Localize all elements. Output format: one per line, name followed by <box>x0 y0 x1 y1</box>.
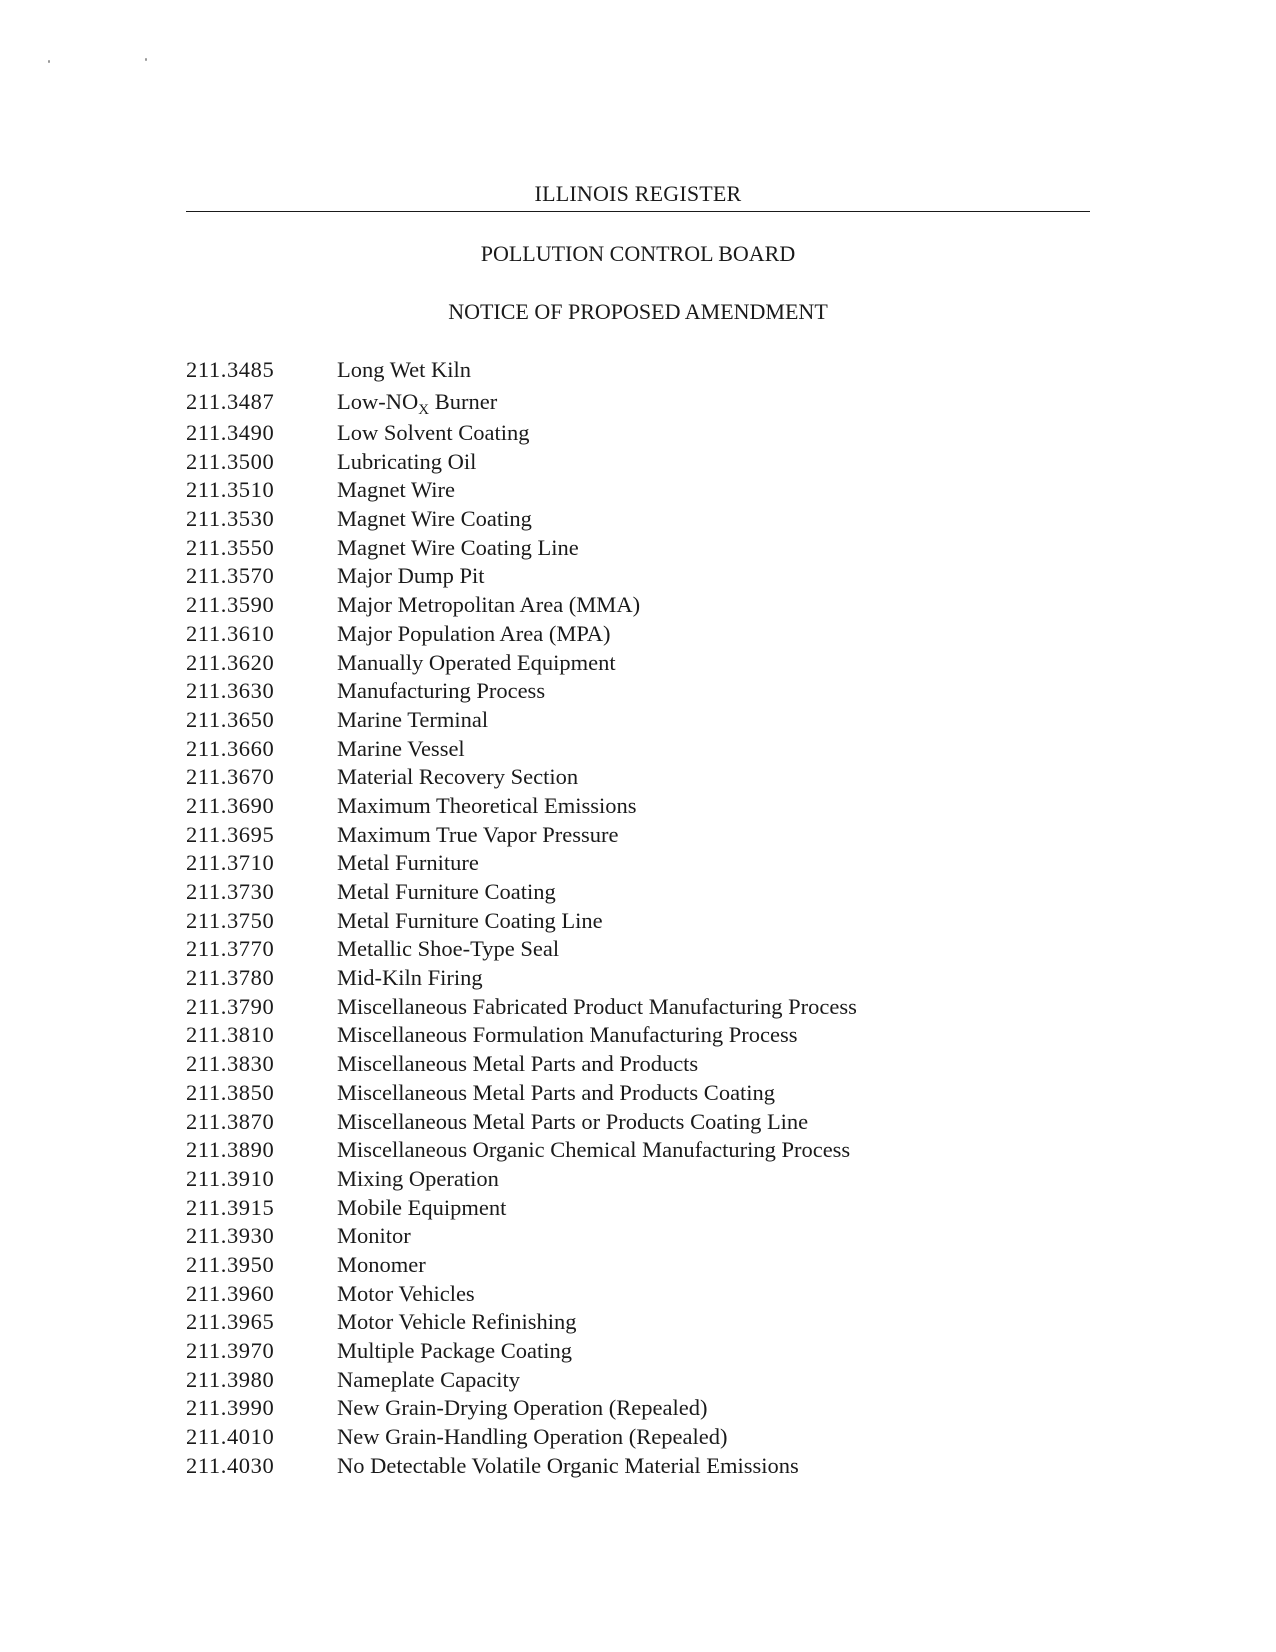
section-number: 211.3790 <box>186 993 275 1019</box>
section-number: 211.3850 <box>186 1079 275 1105</box>
section-row <box>186 1451 1086 1480</box>
notice-title: NOTICE OF PROPOSED AMENDMENT <box>448 299 828 324</box>
section-row <box>186 419 1086 448</box>
section-row <box>186 620 1086 649</box>
section-row <box>186 1308 1086 1337</box>
section-title: Major Metropolitan Area (MMA) <box>337 592 641 618</box>
section-title-suffix: Burner <box>429 388 498 414</box>
section-row <box>186 677 1086 706</box>
section-row <box>186 356 1086 385</box>
section-title: Mobile Equipment <box>337 1194 507 1220</box>
section-row <box>186 447 1086 476</box>
section-title: Lubricating Oil <box>337 448 477 474</box>
section-number: 211.3910 <box>186 1165 275 1191</box>
section-number: 211.3690 <box>186 792 275 818</box>
section-row <box>186 1079 1086 1108</box>
section-title: Long Wet Kiln <box>337 357 472 383</box>
section-title: Monomer <box>337 1251 426 1277</box>
section-row <box>186 591 1086 620</box>
section-number: 211.3695 <box>186 821 275 847</box>
section-number: 211.3530 <box>186 506 275 532</box>
section-number: 211.3550 <box>186 534 275 560</box>
header-rule <box>186 211 1090 212</box>
section-row <box>186 849 1086 878</box>
section-number: 211.3650 <box>186 706 275 732</box>
section-number: 211.3490 <box>186 420 275 446</box>
section-title: Miscellaneous Formulation Manufacturing Process <box>337 1022 798 1048</box>
section-list <box>186 356 1086 1480</box>
section-number: 211.3810 <box>186 1022 275 1048</box>
section-row <box>186 1423 1086 1452</box>
section-row <box>186 648 1086 677</box>
section-title: Magnet Wire Coating <box>337 506 532 532</box>
section-row <box>186 505 1086 534</box>
section-row <box>186 1107 1086 1136</box>
section-number: 211.3915 <box>186 1194 275 1220</box>
section-number: 211.3770 <box>186 936 275 962</box>
section-row <box>186 1165 1086 1194</box>
section-row <box>186 1365 1086 1394</box>
section-number: 211.3485 <box>186 357 275 383</box>
section-title: Metal Furniture Coating <box>337 879 556 905</box>
section-title: Miscellaneous Organic Chemical Manufacturing Process <box>337 1137 851 1163</box>
section-number: 211.3950 <box>186 1251 275 1277</box>
section-title: Miscellaneous Metal Parts or Products Coating Line <box>337 1108 809 1134</box>
section-number: 211.3750 <box>186 907 275 933</box>
section-title: Multiple Package Coating <box>337 1338 572 1364</box>
section-row <box>186 385 1086 419</box>
section-row <box>186 992 1086 1021</box>
section-title: Nameplate Capacity <box>337 1366 521 1392</box>
section-title: Metallic Shoe-Type Seal <box>337 936 560 962</box>
section-number: 211.3487 <box>186 388 275 414</box>
section-number: 211.3960 <box>186 1280 275 1306</box>
section-number: 211.4010 <box>186 1424 275 1450</box>
section-title: Low Solvent Coating <box>337 420 530 446</box>
section-title: New Grain-Handling Operation (Repealed) <box>337 1424 728 1450</box>
section-row <box>186 1279 1086 1308</box>
section-title: Motor Vehicle Refinishing <box>337 1309 577 1335</box>
section-number: 211.3970 <box>186 1338 275 1364</box>
section-number: 211.3870 <box>186 1108 275 1134</box>
section-number: 211.3630 <box>186 678 275 704</box>
section-row <box>186 533 1086 562</box>
section-row <box>186 1222 1086 1251</box>
section-title: Material Recovery Section <box>337 764 579 790</box>
section-number: 211.4030 <box>186 1452 275 1478</box>
section-number: 211.3670 <box>186 764 275 790</box>
scan-speck <box>145 58 147 61</box>
section-title-prefix: Low-NO <box>337 388 419 414</box>
section-number: 211.3990 <box>186 1395 275 1421</box>
section-row <box>186 1337 1086 1366</box>
section-title: Manually Operated Equipment <box>337 649 616 675</box>
scan-speck <box>48 60 50 63</box>
section-number: 211.3500 <box>186 448 275 474</box>
section-number: 211.3930 <box>186 1223 275 1249</box>
section-title: Metal Furniture Coating Line <box>337 907 603 933</box>
section-row <box>186 906 1086 935</box>
section-row <box>186 935 1086 964</box>
section-title: Magnet Wire Coating Line <box>337 534 579 560</box>
section-number: 211.3980 <box>186 1366 275 1392</box>
section-row <box>186 1021 1086 1050</box>
section-title: Maximum True Vapor Pressure <box>337 821 619 847</box>
section-title: Miscellaneous Fabricated Product Manufacturing Process <box>337 993 857 1019</box>
section-title: Motor Vehicles <box>337 1280 475 1306</box>
section-row <box>186 820 1086 849</box>
section-title: Metal Furniture <box>337 850 479 876</box>
section-title: Marine Terminal <box>337 706 489 732</box>
section-title: Mixing Operation <box>337 1165 499 1191</box>
section-number: 211.3610 <box>186 620 275 646</box>
section-title: Major Population Area (MPA) <box>337 620 611 646</box>
section-number: 211.3965 <box>186 1309 275 1335</box>
section-title <box>337 388 1086 416</box>
section-number: 211.3730 <box>186 879 275 905</box>
section-number: 211.3660 <box>186 735 275 761</box>
section-number: 211.3590 <box>186 592 275 618</box>
section-title: Miscellaneous Metal Parts and Products <box>337 1051 699 1077</box>
section-title-subscript: X <box>418 401 430 418</box>
section-row <box>186 1251 1086 1280</box>
section-title: Monitor <box>337 1223 411 1249</box>
section-row <box>186 964 1086 993</box>
section-row <box>186 1050 1086 1079</box>
section-number: 211.3570 <box>186 563 275 589</box>
section-row <box>186 878 1086 907</box>
board-title: POLLUTION CONTROL BOARD <box>480 241 796 266</box>
section-row <box>186 1136 1086 1165</box>
section-title: Manufacturing Process <box>337 678 546 704</box>
section-row <box>186 562 1086 591</box>
section-number: 211.3710 <box>186 850 275 876</box>
section-number: 211.3780 <box>186 965 275 991</box>
section-number: 211.3620 <box>186 649 275 675</box>
section-row <box>186 476 1086 505</box>
section-row <box>186 1394 1086 1423</box>
section-title: Maximum Theoretical Emissions <box>337 792 637 818</box>
section-row <box>186 706 1086 735</box>
section-row <box>186 1193 1086 1222</box>
section-row <box>186 734 1086 763</box>
section-title: No Detectable Volatile Organic Material Emissions <box>337 1452 799 1478</box>
register-header: ILLINOIS REGISTER <box>534 181 742 206</box>
section-title: New Grain-Drying Operation (Repealed) <box>337 1395 708 1421</box>
section-number: 211.3890 <box>186 1137 275 1163</box>
section-number: 211.3830 <box>186 1051 275 1077</box>
section-title: Major Dump Pit <box>337 563 485 589</box>
section-row <box>186 792 1086 821</box>
section-title: Mid-Kiln Firing <box>337 965 483 991</box>
section-title: Miscellaneous Metal Parts and Products Coating <box>337 1079 776 1105</box>
section-title: Marine Vessel <box>337 735 465 761</box>
section-number: 211.3510 <box>186 477 275 503</box>
section-title: Magnet Wire <box>337 477 456 503</box>
section-row <box>186 763 1086 792</box>
